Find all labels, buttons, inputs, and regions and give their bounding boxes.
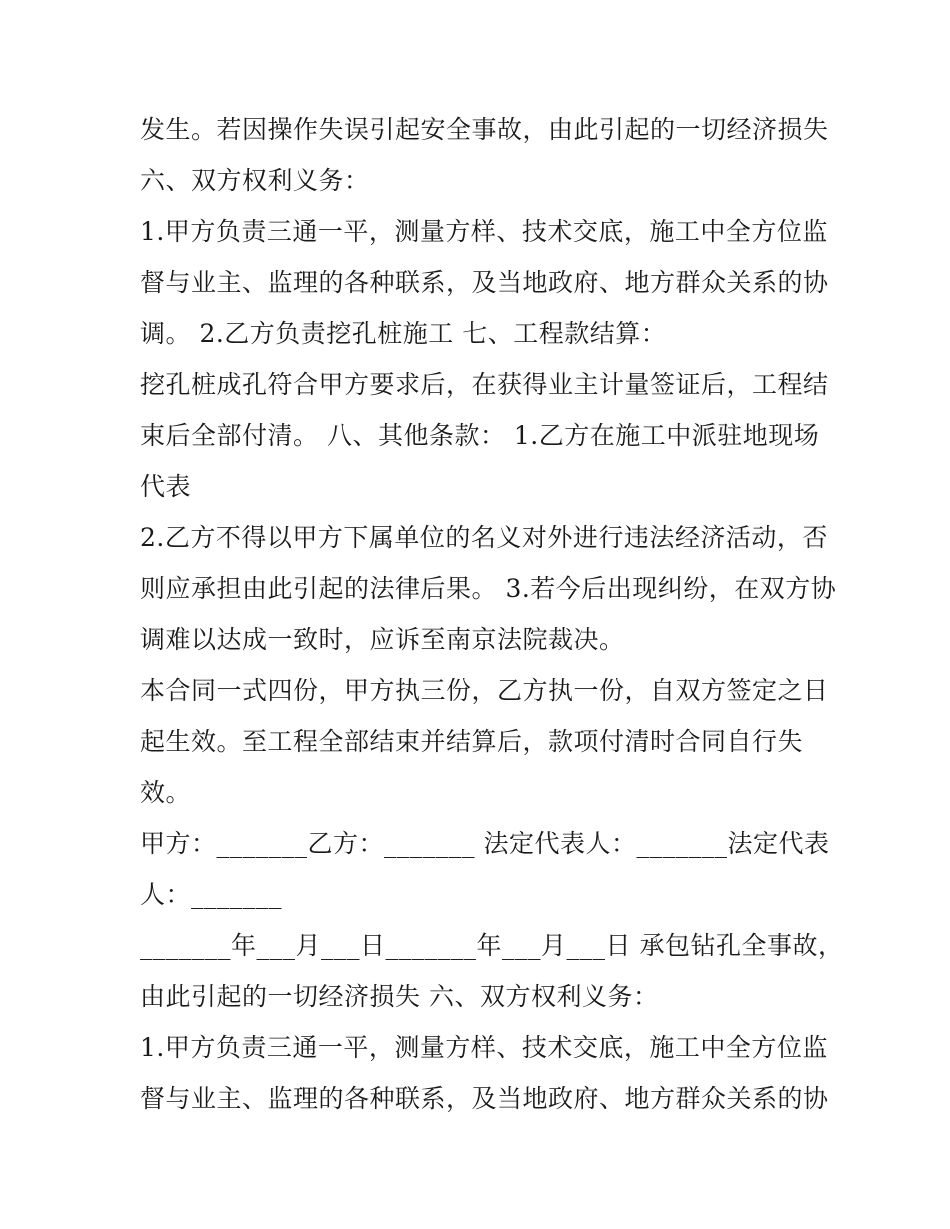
section-heading: 六、双方权利义务： xyxy=(140,166,370,195)
text-line: 2.乙方不得以甲方下属单位的名义对外进行违法经济活动，否 xyxy=(140,523,828,552)
text-line: 则应承担由此引起的法律后果。 3.若今后出现纠纷，在双方协 xyxy=(140,574,837,603)
text-line: 代表 xyxy=(140,472,192,501)
text-line: 起生效。至工程全部结束并结算后，款项付清时合同自行失 xyxy=(140,727,804,756)
text-line: 督与业主、监理的各种联系，及当地政府、地方群众关系的协 xyxy=(140,268,829,297)
signature-line: 甲方：_______乙方：_______ 法定代表人：_______法定代表 xyxy=(140,829,830,858)
text-line: 束后全部付清。 八、其他条款： 1.乙方在施工中派驻地现场 xyxy=(140,421,820,450)
text-line: 由此引起的一切经济损失 六、双方权利义务： xyxy=(140,982,659,1011)
signature-line: 人：_______ xyxy=(140,880,283,909)
text-line: 调难以达成一致时，应诉至南京法院裁决。 xyxy=(140,625,625,654)
text-line: 发生。若因操作失误引起安全事故，由此引起的一切经济损失 xyxy=(140,115,829,144)
date-line: _______年___月___日_______年___月___日 承包钻孔全事故， xyxy=(140,931,844,960)
text-line: 1.甲方负责三通一平，测量方样、技术交底，施工中全方位监 xyxy=(140,217,828,246)
text-line: 挖孔桩成孔符合甲方要求后，在获得业主计量签证后，工程结 xyxy=(140,370,829,399)
text-line: 效。 xyxy=(140,778,192,807)
text-line: 1.甲方负责三通一平，测量方样、技术交底，施工中全方位监 xyxy=(140,1033,828,1062)
text-line: 督与业主、监理的各种联系，及当地政府、地方群众关系的协 xyxy=(140,1084,829,1113)
text-line: 本合同一式四份，甲方执三份，乙方执一份，自双方签定之日 xyxy=(140,676,829,705)
text-line: 调。 2.乙方负责挖孔桩施工 七、工程款结算： xyxy=(140,319,667,348)
document-body xyxy=(140,104,844,1124)
